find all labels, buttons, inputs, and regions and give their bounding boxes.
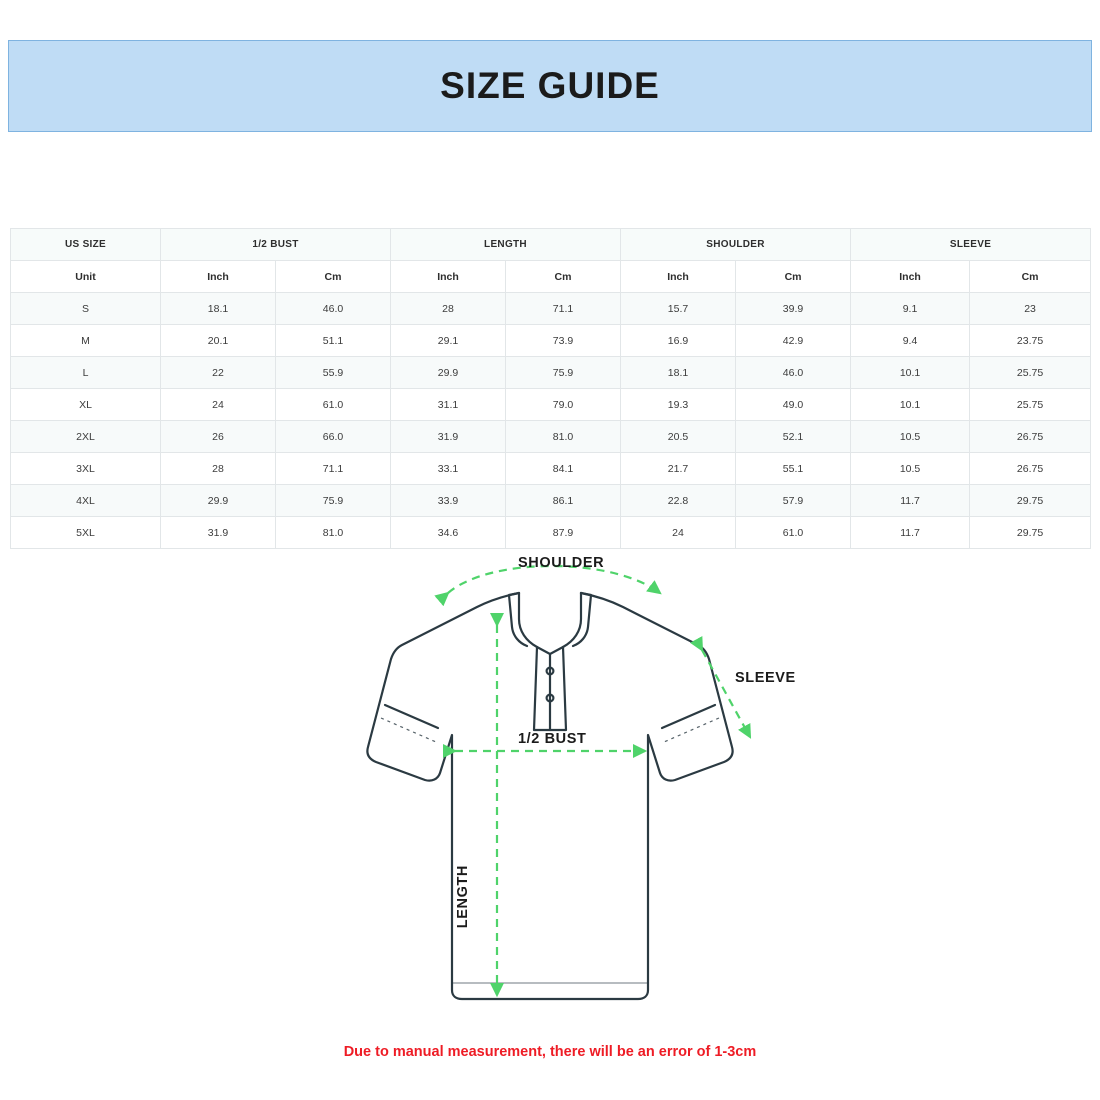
- group-header-shoulder: SHOULDER: [621, 229, 851, 261]
- cell-shoulder-cm: 46.0: [736, 357, 851, 389]
- cell-shoulder-inch: 20.5: [621, 421, 736, 453]
- cell-length-cm: 79.0: [506, 389, 621, 421]
- table-row: [11, 485, 1091, 517]
- measurement-disclaimer: Due to manual measurement, there will be an error of 1-3cm: [343, 1044, 757, 1060]
- table-row: [11, 293, 1091, 325]
- cell-length-cm: 73.9: [506, 325, 621, 357]
- cell-sleeve-cm: 26.75: [970, 453, 1091, 485]
- cell-shoulder-inch: 19.3: [621, 389, 736, 421]
- cell-bust-cm: 51.1: [276, 325, 391, 357]
- cell-bust-cm: 81.0: [276, 517, 391, 549]
- cell-bust-cm: 75.9: [276, 485, 391, 517]
- cell-bust-inch: 20.1: [161, 325, 276, 357]
- cell-sleeve-cm: 26.75: [970, 421, 1091, 453]
- cell-shoulder-inch: 18.1: [621, 357, 736, 389]
- label-sleeve: SLEEVE: [735, 670, 796, 686]
- unit-length-inch: Inch: [391, 261, 506, 293]
- cell-shoulder-cm: 61.0: [736, 517, 851, 549]
- row-size-label: 2XL: [11, 421, 161, 453]
- cell-sleeve-inch: 9.1: [851, 293, 970, 325]
- table-row: [11, 389, 1091, 421]
- cell-length-cm: 81.0: [506, 421, 621, 453]
- cell-sleeve-cm: 29.75: [970, 485, 1091, 517]
- cell-sleeve-inch: 10.1: [851, 389, 970, 421]
- cell-length-inch: 28: [391, 293, 506, 325]
- row-size-label: XL: [11, 389, 161, 421]
- size-chart-table-wrapper: [10, 228, 1090, 549]
- unit-bust-cm: Cm: [276, 261, 391, 293]
- unit-shoulder-cm: Cm: [736, 261, 851, 293]
- cell-shoulder-inch: 16.9: [621, 325, 736, 357]
- cell-length-inch: 33.1: [391, 453, 506, 485]
- row-size-label: S: [11, 293, 161, 325]
- cell-sleeve-inch: 9.4: [851, 325, 970, 357]
- cell-bust-inch: 28: [161, 453, 276, 485]
- row-size-label: 4XL: [11, 485, 161, 517]
- cell-bust-cm: 61.0: [276, 389, 391, 421]
- unit-sleeve-cm: Cm: [970, 261, 1091, 293]
- cell-bust-inch: 29.9: [161, 485, 276, 517]
- cell-length-inch: 29.9: [391, 357, 506, 389]
- row-size-label: L: [11, 357, 161, 389]
- table-row: [11, 421, 1091, 453]
- table-group-header-row: [11, 229, 1091, 261]
- cell-sleeve-cm: 23: [970, 293, 1091, 325]
- page-title: SIZE GUIDE: [440, 65, 660, 106]
- cell-length-inch: 33.9: [391, 485, 506, 517]
- size-guide-header-banner: [8, 40, 1092, 132]
- cell-length-cm: 86.1: [506, 485, 621, 517]
- cell-sleeve-cm: 23.75: [970, 325, 1091, 357]
- cell-shoulder-cm: 49.0: [736, 389, 851, 421]
- cell-shoulder-inch: 24: [621, 517, 736, 549]
- cell-length-inch: 29.1: [391, 325, 506, 357]
- cell-sleeve-inch: 11.7: [851, 485, 970, 517]
- cell-bust-cm: 46.0: [276, 293, 391, 325]
- cell-bust-inch: 18.1: [161, 293, 276, 325]
- row-size-label: 3XL: [11, 453, 161, 485]
- cell-sleeve-inch: 10.1: [851, 357, 970, 389]
- cell-shoulder-inch: 22.8: [621, 485, 736, 517]
- group-header-sleeve: SLEEVE: [851, 229, 1091, 261]
- cell-length-cm: 84.1: [506, 453, 621, 485]
- unit-shoulder-inch: Inch: [621, 261, 736, 293]
- cell-shoulder-cm: 57.9: [736, 485, 851, 517]
- unit-length-cm: Cm: [506, 261, 621, 293]
- cell-sleeve-cm: 29.75: [970, 517, 1091, 549]
- cell-length-cm: 71.1: [506, 293, 621, 325]
- row-size-label: M: [11, 325, 161, 357]
- cell-length-inch: 34.6: [391, 517, 506, 549]
- cell-shoulder-cm: 55.1: [736, 453, 851, 485]
- cell-bust-inch: 24: [161, 389, 276, 421]
- table-row: [11, 453, 1091, 485]
- group-header-half-bust: 1/2 BUST: [161, 229, 391, 261]
- cell-bust-cm: 55.9: [276, 357, 391, 389]
- cell-shoulder-cm: 52.1: [736, 421, 851, 453]
- table-row: [11, 357, 1091, 389]
- cell-bust-cm: 71.1: [276, 453, 391, 485]
- cell-bust-inch: 31.9: [161, 517, 276, 549]
- polo-shirt-diagram: [0, 535, 1100, 1035]
- cell-length-cm: 75.9: [506, 357, 621, 389]
- cell-shoulder-cm: 42.9: [736, 325, 851, 357]
- unit-bust-inch: Inch: [161, 261, 276, 293]
- cell-length-inch: 31.9: [391, 421, 506, 453]
- label-half-bust: 1/2 BUST: [518, 731, 587, 747]
- cell-shoulder-inch: 15.7: [621, 293, 736, 325]
- label-length: LENGTH: [455, 865, 471, 929]
- cell-bust-inch: 22: [161, 357, 276, 389]
- cell-bust-cm: 66.0: [276, 421, 391, 453]
- size-chart-table: [10, 228, 1091, 549]
- label-shoulder: SHOULDER: [518, 555, 605, 571]
- cell-shoulder-inch: 21.7: [621, 453, 736, 485]
- group-header-length: LENGTH: [391, 229, 621, 261]
- cell-sleeve-cm: 25.75: [970, 357, 1091, 389]
- cell-sleeve-inch: 10.5: [851, 453, 970, 485]
- cell-sleeve-inch: 10.5: [851, 421, 970, 453]
- cell-shoulder-cm: 39.9: [736, 293, 851, 325]
- group-header-us-size: US SIZE: [11, 229, 161, 261]
- measurement-illustration: [0, 535, 1100, 1035]
- cell-bust-inch: 26: [161, 421, 276, 453]
- row-size-label: 5XL: [11, 517, 161, 549]
- table-row: [11, 325, 1091, 357]
- cell-sleeve-inch: 11.7: [851, 517, 970, 549]
- unit-sleeve-inch: Inch: [851, 261, 970, 293]
- table-unit-row: [11, 261, 1091, 293]
- cell-length-inch: 31.1: [391, 389, 506, 421]
- cell-length-cm: 87.9: [506, 517, 621, 549]
- unit-label: Unit: [11, 261, 161, 293]
- cell-sleeve-cm: 25.75: [970, 389, 1091, 421]
